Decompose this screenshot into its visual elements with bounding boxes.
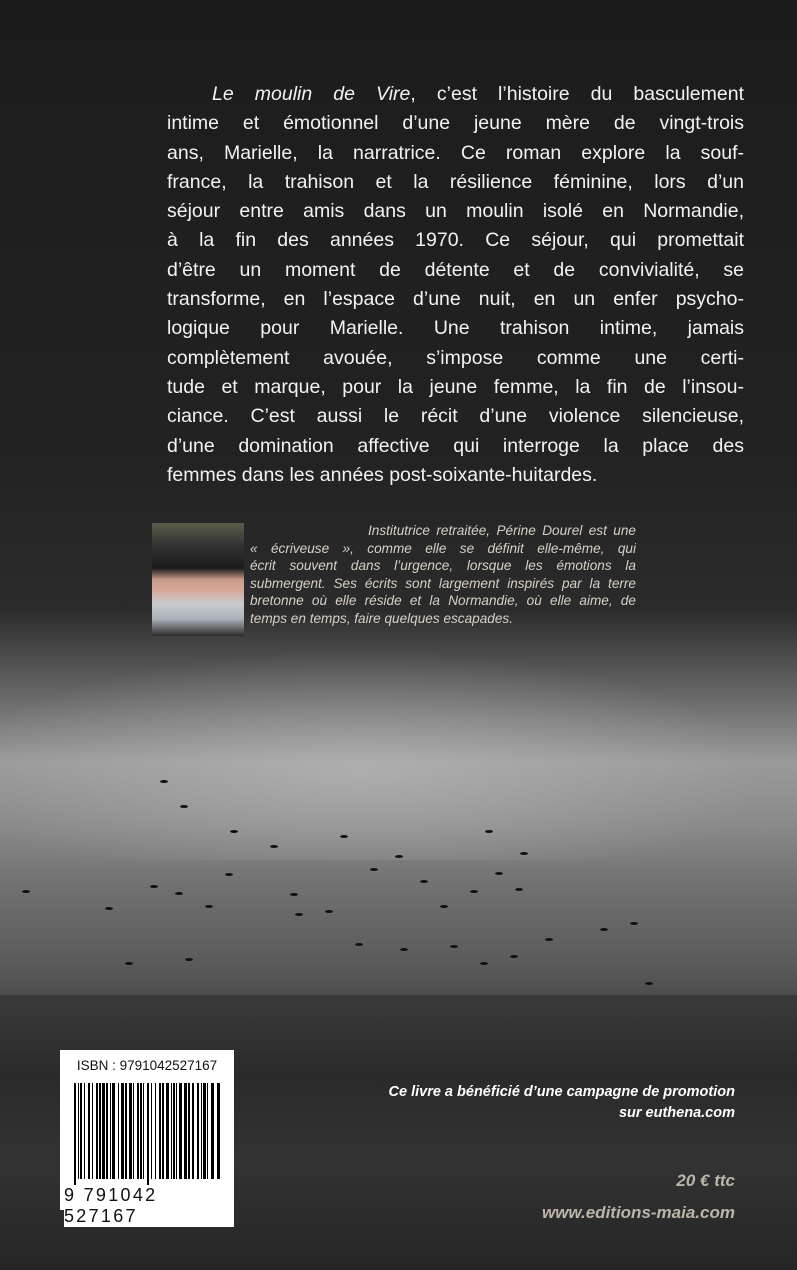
isbn-barcode [60,1050,234,1226]
bird [180,805,188,808]
synopsis-line: Le moulin de Vire, c’est l’histoire du basculement [212,83,744,105]
book-title: Le moulin de Vire [212,83,411,105]
barcode-bar [171,1083,172,1179]
barcode-bar [166,1083,169,1179]
bird [325,910,333,913]
barcode-bar [96,1083,98,1179]
bird [185,958,193,961]
bio-line: bretonne où elle réside et la Normandie, où elle aime, de [250,593,636,608]
synopsis-line: d’être un moment de détente et de convivialité, se [167,258,744,281]
synopsis-line: complètement avouée, s’impose comme une certi- [167,346,744,369]
bird [520,852,528,855]
barcode-bar [99,1083,101,1179]
barcode-bar [179,1083,182,1179]
barcode-bar [162,1083,164,1179]
barcode-bar [84,1083,85,1179]
synopsis-line: transforme, en l’espace d’une nuit, en un enfer psycho- [167,288,744,311]
barcode-bars [74,1083,224,1188]
barcode-bar [184,1083,187,1179]
barcode-bar [125,1083,127,1179]
bird [600,928,608,931]
synopsis-line: ans, Marielle, la narratrice. Ce roman explore la souf- [167,141,744,164]
barcode-bar [159,1083,161,1179]
barcode-bar [217,1083,220,1179]
barcode-bar [207,1083,208,1179]
synopsis-line: france, la trahison et la résilience féminine, lors d’un [167,170,744,193]
barcode-bar [78,1083,79,1179]
author-photo [152,523,244,636]
bio-line: écrit souvent dans l’urgence, lorsque les émotions la [250,558,636,573]
synopsis-line: femmes dans les années post-soixante-huitardes. [167,463,598,486]
synopsis [167,80,744,490]
barcode-bar [143,1083,144,1179]
synopsis-line: à la fin des années 1970. Ce séjour, qui promettait [167,229,744,252]
barcode-bar [155,1083,156,1179]
barcode-bar [176,1083,177,1179]
barcode-bar [74,1083,76,1188]
barcode-bar [110,1083,111,1179]
bird [225,873,233,876]
barcode-bar [129,1083,132,1179]
bio-line: « écriveuse », comme elle se définit elle-même, qui [250,540,636,556]
bird [480,962,488,965]
author-bio [250,522,636,627]
bird [630,922,638,925]
barcode-bar [121,1083,124,1179]
price: 20 € ttc [676,1171,735,1190]
barcode-bar [147,1083,149,1188]
synopsis-line: d’une domination affective qui interroge la place des [167,434,744,457]
barcode-bar [106,1083,108,1179]
synopsis-line: logique pour Marielle. Une trahison intime, jamais [167,317,744,340]
barcode-bar [88,1083,90,1179]
bird [420,880,428,883]
bird [545,938,553,941]
bird [22,890,30,893]
barcode-bar [92,1083,93,1179]
synopsis-line: ciance. C’est aussi le récit d’une violence silencieuse, [167,405,744,428]
bird [205,905,213,908]
bird [290,893,298,896]
bird [495,872,503,875]
barcode-bar [140,1083,142,1179]
promo-line: sur euthena.com [618,1105,735,1121]
promotion-note [389,1082,735,1124]
barcode-bar [197,1083,199,1179]
bird [370,868,378,871]
barcode-bar [211,1083,214,1179]
bird [340,835,348,838]
barcode-bar [173,1083,175,1179]
barcode-bar [192,1083,194,1179]
barcode-bar [112,1083,115,1179]
bio-line: submergent. Ses écrits sont largement inspirés par la terre [250,575,636,591]
bird [175,892,183,895]
bird [355,943,363,946]
bird [105,907,113,910]
synopsis-line: séjour entre amis dans un moulin isolé en Normandie, [167,200,744,223]
barcode-bar [188,1083,190,1179]
bird [440,905,448,908]
barcode-bar [203,1083,206,1179]
bird [485,830,493,833]
bird [645,982,653,985]
promo-line: Ce livre a bénéficié d’une campagne de promotion [388,1084,735,1100]
isbn-label: ISBN : 9791042527167 [76,1058,218,1073]
synopsis-line: tude et marque, pour la jeune femme, la fin de l’insou- [167,375,744,398]
bird [160,780,168,783]
bird [515,888,523,891]
price-block [542,1165,735,1229]
bird [450,945,458,948]
sky-haze [0,640,797,860]
barcode-digits: 9 791042 527167 [64,1185,234,1227]
bird [295,913,303,916]
synopsis-line: intime et émotionnel d’une jeune mère de vingt-trois [167,112,744,135]
bird [150,885,158,888]
bird [470,890,478,893]
bio-line: Institutrice retraitée, Périne Dourel est une [368,523,636,538]
barcode-bar [133,1083,134,1179]
bird [510,955,518,958]
bird [395,855,403,858]
barcode-bar [201,1083,202,1179]
publisher-website: www.editions-maia.com [541,1203,735,1222]
barcode-bar [118,1083,119,1179]
bird [270,845,278,848]
barcode-bar [151,1083,152,1179]
barcode-bar [102,1083,105,1179]
barcode-bar [80,1083,82,1179]
barcode-bar [137,1083,139,1179]
bio-line: temps en temps, faire quelques escapades. [250,610,513,626]
bird [400,948,408,951]
bird [125,962,133,965]
bird [230,830,238,833]
